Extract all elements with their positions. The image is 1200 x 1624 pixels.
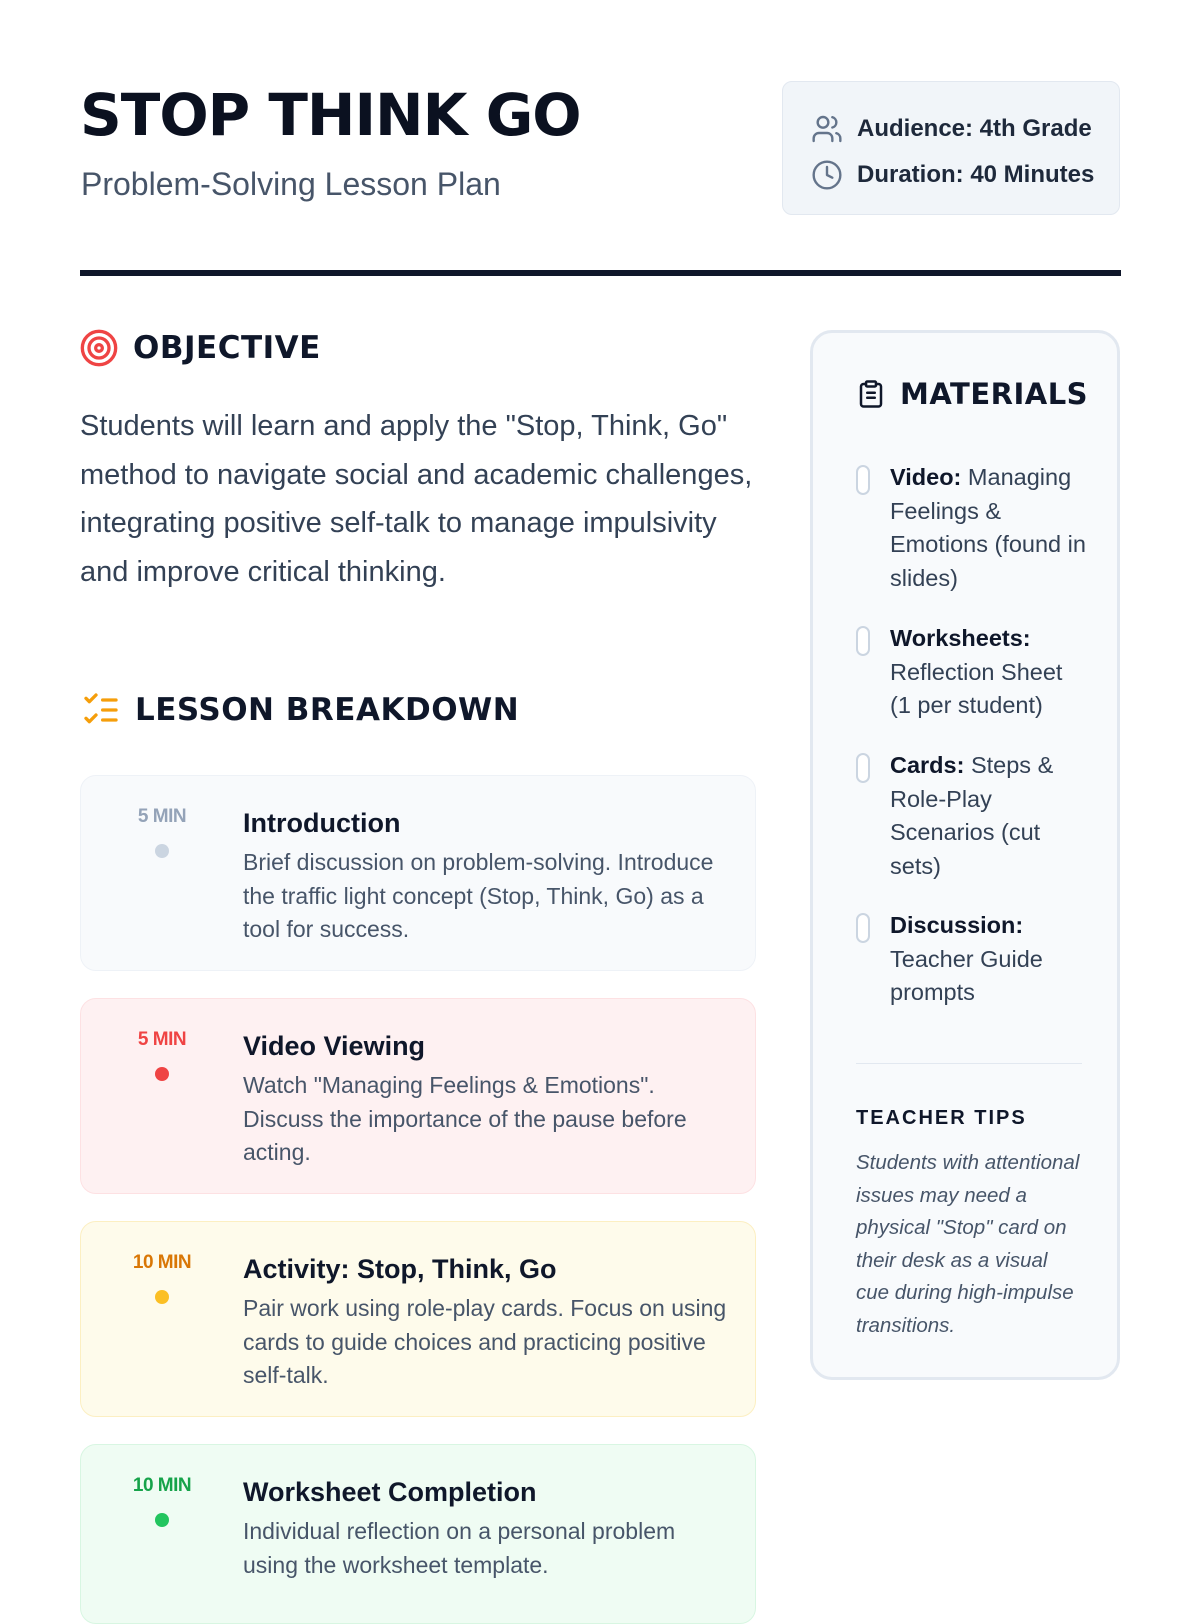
step-dot <box>155 1290 169 1304</box>
breakdown-header <box>81 690 519 730</box>
material-item <box>856 749 1086 883</box>
material-checkbox[interactable] <box>856 626 870 656</box>
step-title: Activity: Stop, Think, Go <box>243 1254 557 1284</box>
material-label: Cards: <box>890 752 965 778</box>
lesson-step-card <box>80 775 756 971</box>
materials-panel <box>810 330 1120 1380</box>
step-duration: 10 MIN <box>132 1475 192 1496</box>
material-label: Worksheets: <box>890 625 1031 651</box>
step-description: Individual reflection on a personal problem using the worksheet template. <box>243 1518 676 1578</box>
step-title: Introduction <box>243 808 401 838</box>
clipboard-icon <box>856 379 886 409</box>
materials-header <box>856 377 1088 411</box>
header-divider <box>80 270 1121 276</box>
step-dot <box>155 844 169 858</box>
step-description: Watch "Managing Feelings & Emotions". Discuss the importance of the pause before acting. <box>243 1072 687 1165</box>
lesson-step-card <box>80 998 756 1194</box>
material-label: Discussion: <box>890 912 1024 938</box>
step-dot <box>155 1513 169 1527</box>
material-checkbox[interactable] <box>856 753 870 783</box>
target-icon <box>79 328 119 368</box>
materials-divider <box>856 1063 1082 1064</box>
step-description: Brief discussion on problem-solving. Introduce the traffic light concept (Stop, Think, Go) as a tool for success. <box>243 849 714 942</box>
material-text: Reflection Sheet (1 per student) <box>890 658 1063 718</box>
tips-heading: TEACHER TIPS <box>856 1107 1027 1129</box>
meta-info-box <box>782 81 1120 215</box>
step-duration: 5 MIN <box>137 806 187 827</box>
materials-heading: MATERIALS <box>900 377 1089 411</box>
step-title: Video Viewing <box>243 1031 426 1061</box>
checklist-icon <box>81 690 121 730</box>
duration-text: Duration: 40 Minutes <box>857 161 1095 188</box>
material-item <box>856 909 1086 1010</box>
clock-icon <box>811 159 843 191</box>
step-dot <box>155 1067 169 1081</box>
step-title: Worksheet Completion <box>243 1477 537 1507</box>
material-text: Teacher Guide prompts <box>890 945 1043 1005</box>
material-text: Steps & Role-Play Scenarios (cut sets) <box>890 752 1054 879</box>
audience-row <box>811 106 1119 152</box>
material-item <box>856 622 1086 723</box>
lesson-step-card <box>80 1221 756 1417</box>
material-item <box>856 461 1086 595</box>
users-icon <box>811 113 843 145</box>
objective-heading: OBJECTIVE <box>133 330 321 366</box>
lesson-step-card <box>80 1444 756 1624</box>
page-title: STOP THINK GO <box>80 81 581 149</box>
material-checkbox[interactable] <box>856 465 870 495</box>
step-duration: 5 MIN <box>137 1029 187 1050</box>
material-text: Managing Feelings & Emotions (found in slides) <box>890 464 1086 591</box>
objective-header <box>79 328 321 368</box>
step-duration: 10 MIN <box>132 1252 192 1273</box>
audience-text: Audience: 4th Grade <box>857 115 1092 142</box>
tips-text: Students with attentional issues may need a physical "Stop" card on their desk as a visual cue during high-impulse transitions. <box>856 1151 1080 1337</box>
material-label: Video: <box>890 464 962 490</box>
material-checkbox[interactable] <box>856 913 870 943</box>
step-description: Pair work using role-play cards. Focus on using cards to guide choices and practicing positive self-talk. <box>243 1295 727 1388</box>
breakdown-heading: LESSON BREAKDOWN <box>135 692 520 728</box>
objective-text: Students will learn and apply the "Stop, Think, Go" method to navigate social and academic challenges, integrating positive self-talk to manage impulsivity and improve critical thinking. <box>80 410 753 588</box>
duration-row <box>811 152 1119 198</box>
page-subtitle: Problem-Solving Lesson Plan <box>81 166 501 202</box>
